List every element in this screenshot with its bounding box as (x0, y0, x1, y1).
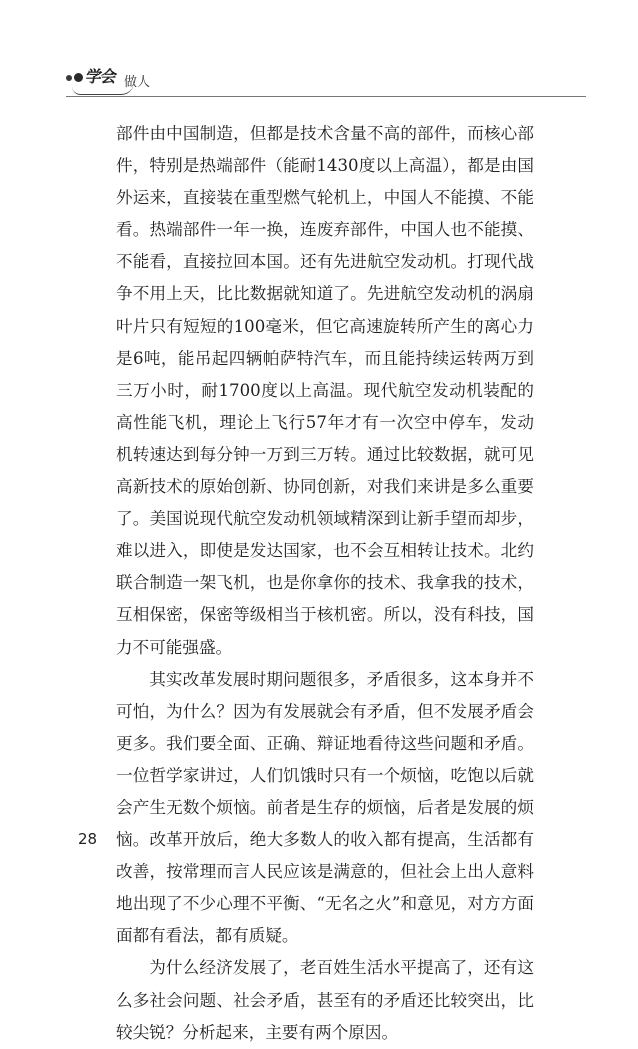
ornament-dot-icon (66, 75, 72, 81)
paragraph: 为什么经济发展了，老百姓生活水平提高了，还有这么多社会问题、社会矛盾，甚至有的矛盾还比较突出，比较尖锐？分析起来，主要有两个原因。 (116, 958, 534, 1042)
body-text (116, 118, 534, 1049)
header-brand: 学会 (84, 67, 118, 86)
header-section-title: 做人 (124, 75, 151, 90)
ornament-dot-icon (74, 73, 83, 82)
paragraph: 部件由中国制造，但都是技术含量不高的部件，而核心部件，特别是热端部件（能耐1430度以上高温），都是由国外运来，直接装在重型燃气轮机上，中国人不能摸、不能看。热端部件一年一换，连废弃部件，中国人也不能摸、不能看，直接拉回本国。还有先进航空发动机。打现代战争不用上天，比比数据就知道了。先进航空发动机的涡扇叶片只有短短的100毫米，但它高速旋转所产生的离心力是6吨，能吊起四辆帕萨特汽车，而且能持续运转两万到三万小时，耐1700度以上高温。现代航空发动机装配的高性能飞机，理论上飞行57年才有一次空中停车，发动机转速达到每分钟一万到三万转。通过比较数据，就可见高新技术的原始创新、协同创新，对我们来讲是多么重要了。美国说现代航空发动机领域精深到让新手望而却步，难以进入，即使是发达国家，也不会互相转让技术。北约联合制造一架飞机，也是你拿你的技术、我拿我的技术，互相保密，保密等级相当于核机密。所以，没有科技，国力不可能强盛。 (116, 124, 534, 657)
running-header (66, 60, 586, 96)
paragraph: 其实改革发展时期问题很多，矛盾很多，这本身并不可怕，为什么？因为有发展就会有矛盾，但不发展矛盾会更多。我们要全面、正确、辩证地看待这些问题和矛盾。一位哲学家讲过，人们饥饿时只有一个烦恼，吃饱以后就会产生无数个烦恼。前者是生存的烦恼，后者是发展的烦恼。改革开放后，绝大多数人的收入都有提高，生活都有改善，按常理而言人民应该是满意的，但社会上出人意料地出现了不少心理不平衡、“无名之火”和意见，对方方面面都有看法，都有质疑。 (116, 669, 534, 946)
header-rule (66, 96, 586, 97)
page-number: 28 (78, 830, 98, 848)
